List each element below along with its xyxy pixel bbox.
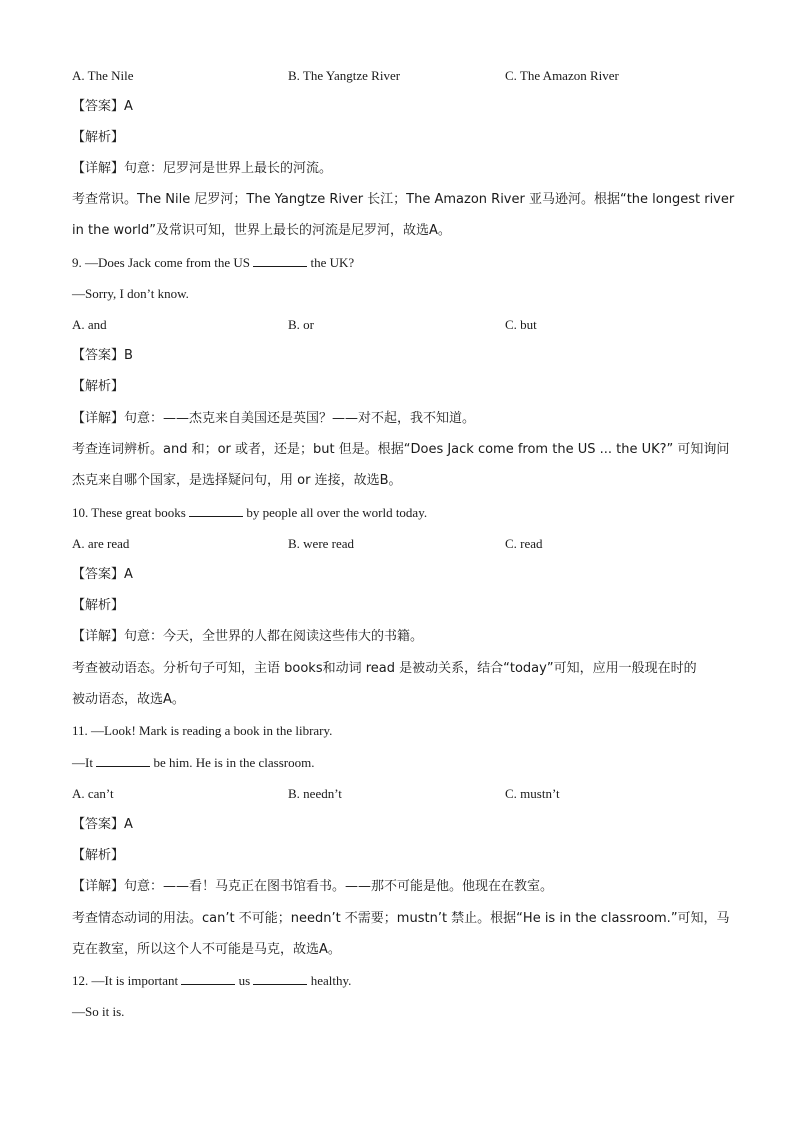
q9-option-c: C. but <box>505 317 537 332</box>
q11-explanation-1: 考查情态动词的用法。can’t 不可能；needn’t 不需要；mustn’t 禁止。根据“He is in the classroom.”可知，马 <box>72 911 730 926</box>
q11-reply-after: be him. He is in the classroom. <box>153 755 315 770</box>
q10-answer: 【答案】A <box>72 567 133 582</box>
q11-explanation-2: 克在教室，所以这个人不可能是马克，故选A。 <box>72 942 341 957</box>
q9-answer: 【答案】B <box>72 348 133 363</box>
q12-stem-after: healthy. <box>310 973 352 988</box>
q8-explanation-1: 考查常识。The Nile 尼罗河；The Yangtze River 长江；The Amazon River 亚马逊河。根据“the longest river <box>72 192 735 207</box>
q11-reply-before: —It <box>72 755 93 770</box>
q10-stem-after: by people all over the world today. <box>246 505 428 520</box>
q11-answer: 【答案】A <box>72 817 133 832</box>
q11-detail: 【详解】句意：——看！马克正在图书馆看书。——那不可能是他。他现在在教室。 <box>72 879 554 894</box>
q9-stem-after: the UK? <box>310 255 355 270</box>
q10-stem <box>72 504 722 522</box>
q8-analysis-heading: 【解析】 <box>72 130 125 145</box>
q12-stem-mid: us <box>238 973 251 988</box>
q10-stem-before: 10. These great books <box>72 505 186 520</box>
q11-option-c: C. mustn’t <box>505 786 560 801</box>
q11-reply <box>72 754 722 772</box>
q8-option-c: C. The Amazon River <box>505 68 619 83</box>
q8-detail: 【详解】句意：尼罗河是世界上最长的河流。 <box>72 161 333 176</box>
q9-reply: —Sorry, I don’t know. <box>72 286 189 301</box>
q11-blank <box>96 754 150 767</box>
q9-blank <box>253 254 307 267</box>
q10-explanation-2: 被动语态，故选A。 <box>72 692 185 707</box>
q10-analysis-heading: 【解析】 <box>72 598 125 613</box>
q9-option-a: A. and <box>72 317 107 332</box>
q10-option-b: B. were read <box>288 536 355 551</box>
q8-option-b: B. The Yangtze River <box>288 68 401 83</box>
q10-option-c: C. read <box>505 536 543 551</box>
q9-detail: 【详解】句意：——杰克来自美国还是英国？——对不起，我不知道。 <box>72 411 476 426</box>
q8-answer: 【答案】A <box>72 99 133 114</box>
q12-reply: —So it is. <box>72 1004 125 1019</box>
q12-stem <box>72 972 722 990</box>
q9-option-b: B. or <box>288 317 314 332</box>
q9-analysis-heading: 【解析】 <box>72 379 125 394</box>
q9-stem <box>72 254 722 272</box>
q11-analysis-heading: 【解析】 <box>72 848 125 863</box>
q10-explanation-1: 考查被动语态。分析句子可知，主语 books和动词 read 是被动关系，结合“today”可知，应用一般现在时的 <box>72 661 697 676</box>
q10-detail: 【详解】句意：今天，全世界的人都在阅读这些伟大的书籍。 <box>72 629 424 644</box>
q12-stem-before: 12. —It is important <box>72 973 179 988</box>
q12-blank-2 <box>253 972 307 985</box>
q9-explanation-2: 杰克来自哪个国家，是选择疑问句，用 or 连接，故选B。 <box>72 473 402 488</box>
q12-blank-1 <box>181 972 235 985</box>
q10-option-a: A. are read <box>72 536 130 551</box>
q8-option-a: A. The Nile <box>72 68 134 83</box>
q11-option-a: A. can’t <box>72 786 114 801</box>
q10-blank <box>189 504 243 517</box>
q8-explanation-2: in the world”及常识可知，世界上最长的河流是尼罗河，故选A。 <box>72 223 451 238</box>
q9-stem-before: 9. —Does Jack come from the US <box>72 255 250 270</box>
q11-option-b: B. needn’t <box>288 786 342 801</box>
q11-stem: 11. —Look! Mark is reading a book in the library. <box>72 723 333 738</box>
q9-explanation-1: 考查连词辨析。and 和；or 或者，还是；but 但是。根据“Does Jack come from the US ... the UK?” 可知询问 <box>72 442 730 457</box>
